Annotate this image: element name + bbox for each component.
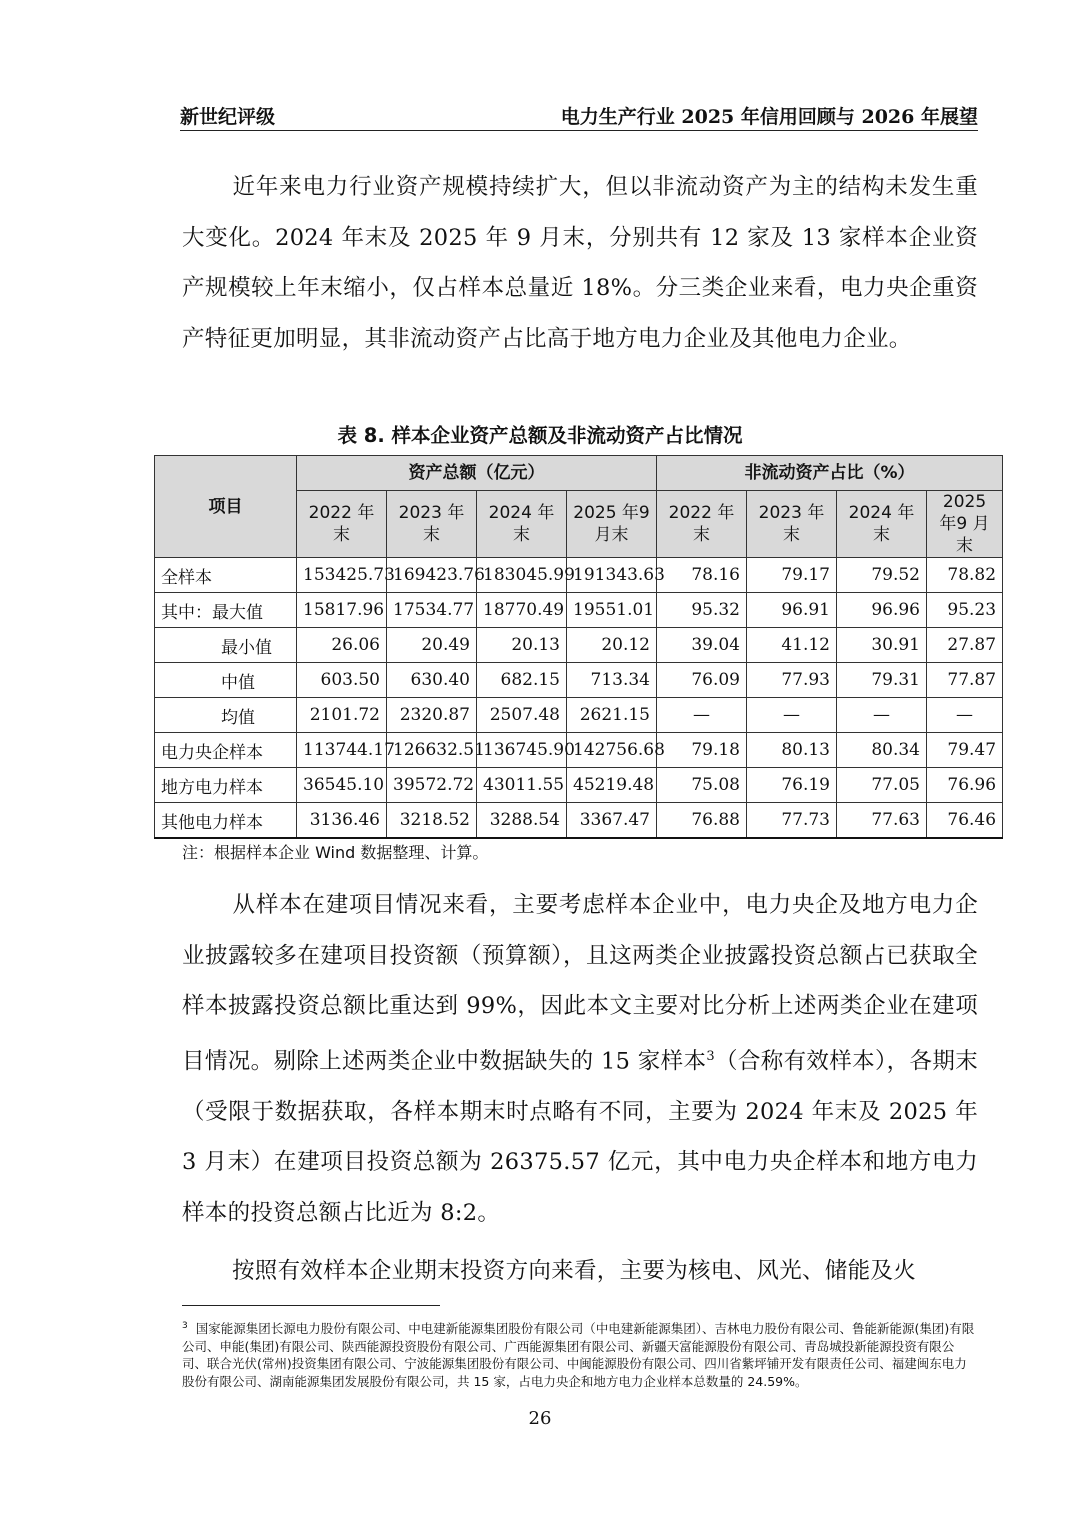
cell: 630.40 [387, 663, 477, 698]
period-header: 2022 年末 [297, 491, 387, 558]
cell: 20.49 [387, 628, 477, 663]
row-label: 最小值 [155, 628, 297, 663]
cell: 3288.54 [477, 803, 567, 839]
row-label: 电力央企样本 [155, 733, 297, 768]
cell: 76.46 [927, 803, 1003, 839]
table-row [155, 733, 1003, 768]
page-header [180, 100, 978, 131]
cell: 77.05 [837, 768, 927, 803]
cell: 27.87 [927, 628, 1003, 663]
period-header: 2022 年末 [657, 491, 747, 558]
cell: 682.15 [477, 663, 567, 698]
paragraph-asset-scale: 近年来电力行业资产规模持续扩大，但以非流动资产为主的结构未发生重大变化。2024 年末及 2025 年 9 月末，分别共有 12 家及 13 家样本企业资产规模较上年末缩小，仅占样本总量近 18%。分三类企业来看，电力央企重资产特征更加明显，其非流动资产占比高于地方电力企业及其他电力企业。 [182, 174, 978, 352]
cell: — [747, 698, 837, 733]
cell: — [927, 698, 1003, 733]
row-label: 中值 [155, 663, 297, 698]
cell: 41.12 [747, 628, 837, 663]
cell: 96.91 [747, 593, 837, 628]
cell: 77.73 [747, 803, 837, 839]
cell: 20.12 [567, 628, 657, 663]
cell: 153425.73 [297, 558, 387, 593]
cell: 77.93 [747, 663, 837, 698]
cell: 77.87 [927, 663, 1003, 698]
cell: 39.04 [657, 628, 747, 663]
table-row [155, 698, 1003, 733]
table-row [155, 663, 1003, 698]
period-header: 2025 年9 月末 [927, 491, 1003, 558]
table-row [155, 593, 1003, 628]
period-header: 2023 年末 [747, 491, 837, 558]
cell: 76.88 [657, 803, 747, 839]
cell: 3136.46 [297, 803, 387, 839]
cell: 43011.55 [477, 768, 567, 803]
cell: 79.52 [837, 558, 927, 593]
header-total-assets: 资产总额（亿元） [297, 456, 657, 491]
cell: 80.13 [747, 733, 837, 768]
footnote-divider [182, 1305, 440, 1306]
cell: 169423.76 [387, 558, 477, 593]
cell: 79.47 [927, 733, 1003, 768]
cell: 15817.96 [297, 593, 387, 628]
cell: 76.09 [657, 663, 747, 698]
period-header: 2023 年末 [387, 491, 477, 558]
period-header: 2025 年9 月末 [567, 491, 657, 558]
cell: 2320.87 [387, 698, 477, 733]
cell: 30.91 [837, 628, 927, 663]
cell: 78.16 [657, 558, 747, 593]
cell: 19551.01 [567, 593, 657, 628]
header-item: 项目 [155, 456, 297, 558]
cell: 79.17 [747, 558, 837, 593]
period-header: 2024 年末 [477, 491, 567, 558]
cell: 96.96 [837, 593, 927, 628]
table-row [155, 768, 1003, 803]
cell: 79.18 [657, 733, 747, 768]
cell: 2507.48 [477, 698, 567, 733]
cell: 75.08 [657, 768, 747, 803]
cell: 95.23 [927, 593, 1003, 628]
cell: 80.34 [837, 733, 927, 768]
footnote-ref[interactable]: 3 [706, 1048, 715, 1064]
cell: 39572.72 [387, 768, 477, 803]
cell: 113744.17 [297, 733, 387, 768]
header-report-title: 电力生产行业 2025 年信用回顾与 2026 年展望 [560, 106, 978, 128]
cell: 45219.48 [567, 768, 657, 803]
row-label: 均值 [155, 698, 297, 733]
asset-table [154, 455, 1003, 839]
cell: 26.06 [297, 628, 387, 663]
cell: 20.13 [477, 628, 567, 663]
cell: — [837, 698, 927, 733]
row-label: 全样本 [155, 558, 297, 593]
cell: 95.32 [657, 593, 747, 628]
cell: 17534.77 [387, 593, 477, 628]
cell: 3218.52 [387, 803, 477, 839]
cell: 191343.63 [567, 558, 657, 593]
table-row [155, 628, 1003, 663]
cell: 76.96 [927, 768, 1003, 803]
cell: 3367.47 [567, 803, 657, 839]
period-header: 2024 年末 [837, 491, 927, 558]
cell: 18770.49 [477, 593, 567, 628]
cell: 77.63 [837, 803, 927, 839]
header-noncurrent-ratio: 非流动资产占比（%） [657, 456, 1003, 491]
footnote-number: 3 [182, 1321, 188, 1331]
cell: — [657, 698, 747, 733]
cell: 76.19 [747, 768, 837, 803]
row-label: 其他电力样本 [155, 803, 297, 839]
cell: 136745.90 [477, 733, 567, 768]
paragraph-construction-projects: 从样本在建项目情况来看，主要考虑样本企业中，电力央企及地方电力企业披露较多在建项目投资额（预算额），且这两类企业披露投资总额占已获取全样本披露投资总额比重达到 99%，因此本文主要对比分析上述两类企业在建项目情况。剔除上述两类企业中数据缺失的 15 家样本$^3$（合称有效样本），各期末（受限于数据获取，各样本期末时点略有不同，主要为 2024 年末及 2025 年 3 月末）在建项目投资总额为 26375.57 亿元，其中电力央企样本和地方电力样本的投资总额占比近为 8:2。 [182, 892, 979, 1226]
header-org-name: 新世纪评级 [180, 106, 276, 128]
cell: 713.34 [567, 663, 657, 698]
table-note: 注：根据样本企业 Wind 数据整理、计算。 [182, 843, 489, 862]
cell: 2101.72 [297, 698, 387, 733]
footnote: $^3$ 国家能源集团长源电力股份有限公司、中电建新能源集团股份有限公司（中电建新能源集团）、吉林电力股份有限公司、鲁能新能源(集团)有限公司、申能(集团)有限公司、陕西能源投资股份有限公司、广西能源集团有限公司、新疆天富能源股份有限公司、青岛城投新能源投资有限公司、联合光伏(常州)投资集团有限公司、宁波能源集团股份有限公司、中闽能源股份有限公司、四川省紫坪铺开发有限责任公司、福建闽东电力股份有限公司、湖南能源集团发展股份有限公司，共 15 家，占电力央企和地方电力企业样本总数量的 24.59%。 [182, 1321, 975, 1389]
row-label: 其中：最大值 [155, 593, 297, 628]
cell: 78.82 [927, 558, 1003, 593]
cell: 36545.10 [297, 768, 387, 803]
table-row [155, 558, 1003, 593]
page-number: 26 [528, 1408, 552, 1429]
cell: 142756.68 [567, 733, 657, 768]
cell: 126632.51 [387, 733, 477, 768]
cell: 183045.99 [477, 558, 567, 593]
cell: 603.50 [297, 663, 387, 698]
row-label: 地方电力样本 [155, 768, 297, 803]
paragraph-investment-direction: 按照有效样本企业期末投资方向来看，主要为核电、风光、储能及火 [232, 1258, 917, 1284]
cell: 79.31 [837, 663, 927, 698]
table-row [155, 803, 1003, 839]
cell: 2621.15 [567, 698, 657, 733]
table-caption: 表 8. 样本企业资产总额及非流动资产占比情况 [337, 424, 743, 447]
